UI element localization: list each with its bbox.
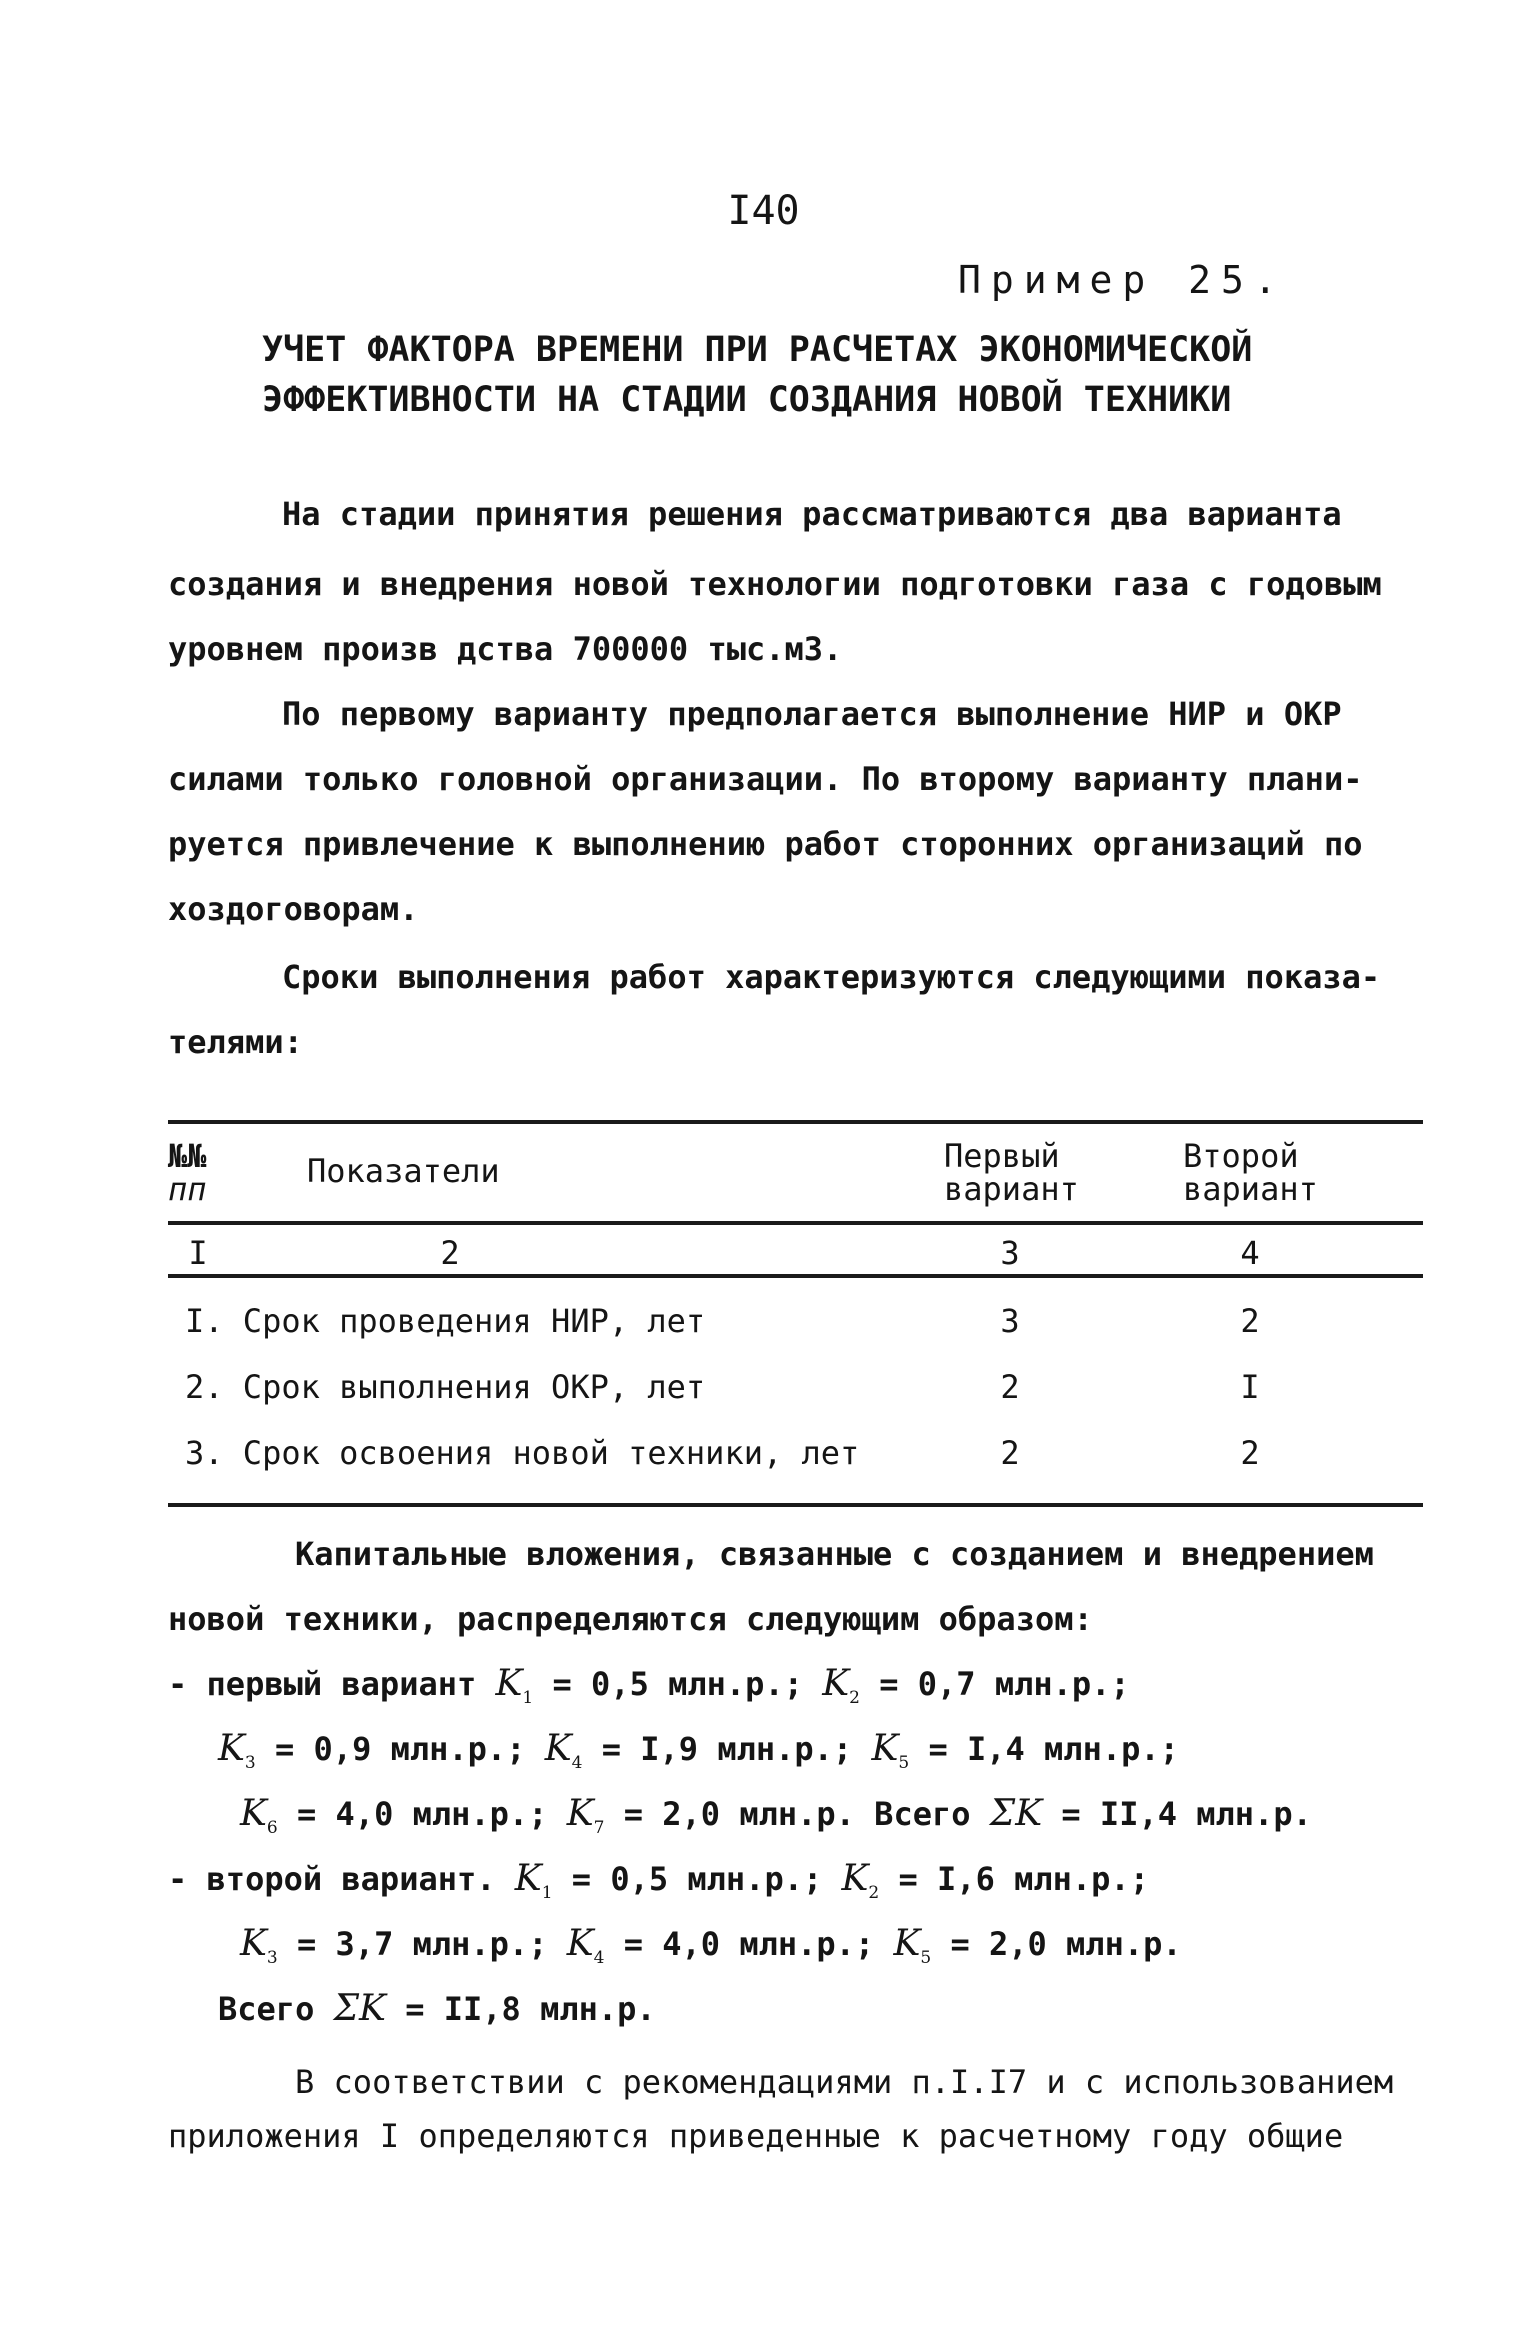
k2-symbol xyxy=(841,1858,880,1904)
section-title-line-1: УЧЕТ ФАКТОРА ВРЕМЕНИ ПРИ РАСЧЕТАХ ЭКОНОМИЧЕСКОЙ xyxy=(262,330,1253,370)
variant-line-1: По первому варианту предполагается выполнение НИР и ОКР xyxy=(282,695,1342,733)
header-num-2: пп xyxy=(168,1170,207,1208)
formula-line-1 xyxy=(168,1663,1130,1708)
total-label: Всего xyxy=(218,1990,315,2028)
k-index: 4 xyxy=(571,1753,583,1774)
k2-value: = I,6 млн.р.; xyxy=(898,1860,1149,1898)
formula-line-5 xyxy=(240,1923,1182,1968)
intro-line-1: На стадии принятия решения рассматриваются два варианта xyxy=(282,495,1342,533)
k-letter: K xyxy=(495,1663,523,1704)
k-letter: K xyxy=(841,1858,869,1899)
sum-k-symbol: ΣK xyxy=(333,1988,386,2029)
k4-value: = I,9 млн.р.; xyxy=(601,1730,853,1768)
k7-symbol xyxy=(566,1793,605,1839)
closing-line-2: приложения I определяются приведенные к расчетному году общие xyxy=(168,2117,1344,2155)
column-number-4: 4 xyxy=(1240,1234,1260,1272)
formula-line-2 xyxy=(218,1728,1179,1773)
table-row-1-first: 3 xyxy=(1000,1302,1020,1340)
first-variant-label: - первый вариант xyxy=(168,1665,477,1703)
k3-symbol xyxy=(218,1728,256,1774)
header-second-2: вариант xyxy=(1183,1170,1318,1208)
table-top-rule xyxy=(168,1120,1423,1124)
table-row-1-second: 2 xyxy=(1240,1302,1260,1340)
k1-symbol xyxy=(514,1858,553,1904)
k-index: 2 xyxy=(868,1883,880,1904)
k-index: 2 xyxy=(849,1688,860,1709)
k3-value: = 0,9 млн.р.; xyxy=(275,1730,526,1768)
k5-value: = I,4 млн.р.; xyxy=(928,1730,1179,1768)
table-bottom-rule xyxy=(168,1503,1423,1507)
k-letter: K xyxy=(893,1923,921,1964)
terms-line-1: Сроки выполнения работ характеризуются следующими показа- xyxy=(282,958,1381,996)
k-index: 5 xyxy=(920,1948,932,1969)
sum-first-variant-value: = II,4 млн.р. xyxy=(1061,1795,1312,1833)
k-letter: K xyxy=(566,1923,594,1964)
k-letter: K xyxy=(822,1663,850,1704)
k-index: 3 xyxy=(244,1753,256,1774)
k1-symbol xyxy=(495,1663,534,1709)
k1-value: = 0,5 млн.р.; xyxy=(571,1860,823,1898)
header-second-1: Второй xyxy=(1183,1137,1299,1175)
k6-value: = 4,0 млн.р.; xyxy=(297,1795,548,1833)
k1-value: = 0,5 млн.р.; xyxy=(552,1665,803,1703)
variant-line-2: силами только головной организации. По второму варианту плани- xyxy=(168,760,1363,798)
k4-symbol xyxy=(566,1923,605,1969)
variant-line-4: хоздоговорам. xyxy=(168,890,419,928)
k5-value: = 2,0 млн.р. xyxy=(950,1925,1182,1963)
column-number-2: 2 xyxy=(440,1234,460,1272)
table-row-2-second: I xyxy=(1240,1368,1260,1406)
table-row-1-label: I. Срок проведения НИР, лет xyxy=(185,1302,706,1340)
intro-line-2: создания и внедрения новой технологии подготовки газа с годовым xyxy=(168,565,1382,603)
k-index: 5 xyxy=(898,1753,910,1774)
k-letter: K xyxy=(240,1793,267,1834)
intro-line-3: уровнем произв дства 700000 тыс.м3. xyxy=(168,630,843,668)
formula-line-4 xyxy=(168,1858,1149,1903)
sum-k-symbol: ΣK xyxy=(989,1793,1043,1834)
k-letter: K xyxy=(218,1728,245,1769)
k-letter: K xyxy=(871,1728,899,1769)
table-row-3-first: 2 xyxy=(1000,1434,1020,1472)
table-numbering-rule xyxy=(168,1274,1423,1278)
page-number: I40 xyxy=(727,188,800,234)
k2-value: = 0,7 млн.р.; xyxy=(879,1665,1130,1703)
example-label: Пример 25. xyxy=(958,258,1287,302)
table-row-2-label: 2. Срок выполнения ОКР, лет xyxy=(185,1368,706,1406)
section-title-line-2: ЭФФЕКТИВНОСТИ НА СТАДИИ СОЗДАНИЯ НОВОЙ ТЕХНИКИ xyxy=(262,380,1232,420)
column-number-1: I xyxy=(188,1234,208,1272)
k7-value: = 2,0 млн.р. Всего xyxy=(623,1795,971,1833)
header-indicator: Показатели xyxy=(307,1152,500,1190)
terms-line-2: телями: xyxy=(168,1023,303,1061)
table-row-2-first: 2 xyxy=(1000,1368,1020,1406)
k-letter: K xyxy=(240,1923,267,1964)
second-variant-label: - второй вариант. xyxy=(168,1860,496,1898)
column-number-3: 3 xyxy=(1000,1234,1020,1272)
capital-line-1: Капитальные вложения, связанные с созданием и внедрением xyxy=(295,1535,1374,1573)
k5-symbol xyxy=(893,1923,932,1969)
k-letter: K xyxy=(566,1793,594,1834)
formula-line-6 xyxy=(218,1988,656,2029)
header-first-2: вариант xyxy=(944,1170,1079,1208)
capital-line-2: новой техники, распределяются следующим образом: xyxy=(168,1600,1093,1638)
k6-symbol xyxy=(240,1793,278,1839)
k-index: 1 xyxy=(541,1883,553,1904)
table-header-rule xyxy=(168,1221,1423,1225)
k-index: 3 xyxy=(266,1948,278,1969)
k-index: 7 xyxy=(593,1818,605,1839)
k4-value: = 4,0 млн.р.; xyxy=(623,1925,875,1963)
sum-second-variant-value: = II,8 млн.р. xyxy=(405,1990,656,2028)
k3-value: = 3,7 млн.р.; xyxy=(297,1925,548,1963)
table-row-3-label: 3. Срок освоения новой техники, лет xyxy=(185,1434,860,1472)
formula-line-3 xyxy=(240,1793,1312,1838)
table-row-3-second: 2 xyxy=(1240,1434,1260,1472)
k-letter: K xyxy=(514,1858,542,1899)
k5-symbol xyxy=(871,1728,910,1774)
k-index: 4 xyxy=(593,1948,605,1969)
closing-line-1: В соответствии с рекомендациями п.I.I7 и с использованием xyxy=(295,2063,1394,2101)
k2-symbol xyxy=(822,1663,860,1709)
k-index: 6 xyxy=(266,1818,278,1839)
variant-line-3: руется привлечение к выполнению работ сторонних организаций по xyxy=(168,825,1363,863)
header-num-1: №№ xyxy=(168,1137,207,1175)
k4-symbol xyxy=(544,1728,583,1774)
header-first-1: Первый xyxy=(944,1137,1060,1175)
k3-symbol xyxy=(240,1923,278,1969)
k-letter: K xyxy=(544,1728,572,1769)
k-index: 1 xyxy=(522,1688,534,1709)
